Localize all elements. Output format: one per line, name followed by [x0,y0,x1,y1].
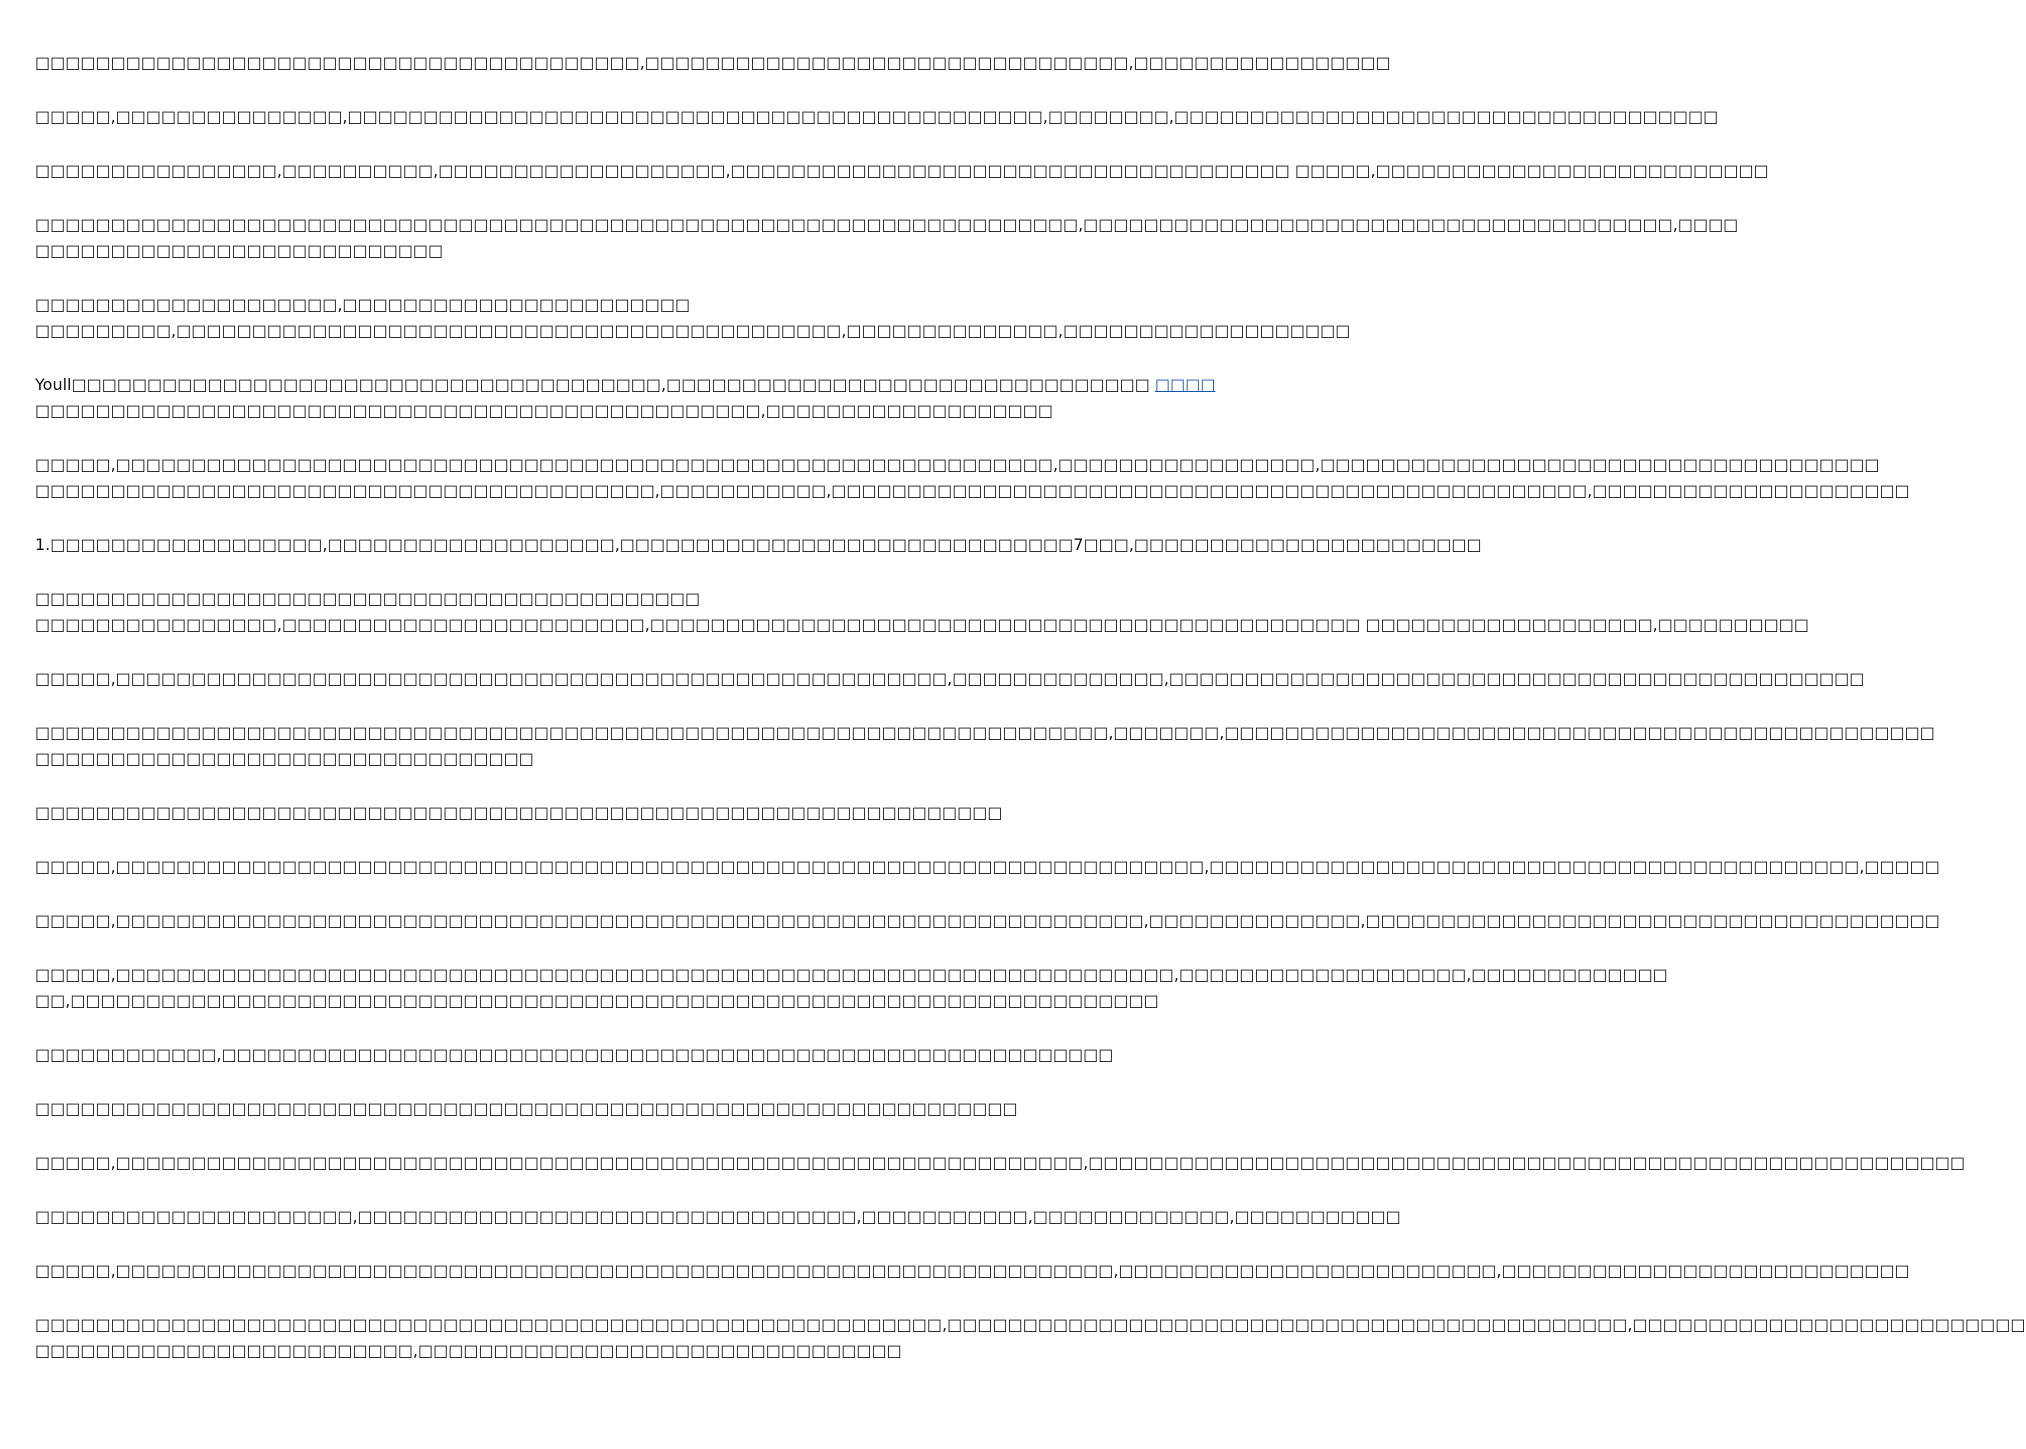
text-segment: □□□□□□□□□□□□□□□□□□□□,□□□□□□□□□□□□□□□□□□□□□□□ [35,295,691,314]
text-segment: Youll□□□□□□□□□□□□□□□□□□□□□□□□□□□□□□□□□□□□□□□,□□□□□□□□□□□□□□□□□□□□□□□□□□□□□□□□ [35,375,1155,394]
text-line [35,666,1865,692]
text-segment: □□□□□□□□□□□□□□□□□□□□□□□□□□□□□□□□□□□□□□□□□□□□□□□□□□□□□□□□□□□□□□□□□□□□□,□□□□□□□□□□□□□□□□□□□□□□□□□□□□□□□□□□□□□□□,□□□□ [35,215,1739,234]
text-segment: □□□□□,□□□□□□□□□□□□□□□□□□□□□□□□□□□□□□□□□□□□□□□□□□□□□□□□□□□□□□□□□□□□□□□□□□,□□□□□□□□□□□□□□□□□□□□□□□□□,□□□□□□□□□□□□□□□□□□□□□□□□□□□ [35,1261,1910,1280]
text-segment: □□□□□□□□□□□□,□□□□□□□□□□□□□□□□□□□□□□□□□□□□□□□□□□□□□□□□□□□□□□□□□□□□□□□□□□□ [35,1045,1114,1064]
paragraph [35,1150,1966,1176]
paragraph [35,104,1719,130]
text-line [35,1338,990,1364]
text-segment: □□□□□,□□□□□□□□□□□□□□□□□□□□□□□□□□□□□□□□□□□□□□□□□□□□□□□□□□□□□□□□□□□□□□□□□□□□□□,□□□□□□□□□□□□□□□□□□□,□□□□□□□□□□□□□ [35,965,1668,984]
text-line [35,1258,1910,1284]
document-body [35,50,2026,1392]
text-segment: □□□□□□□□□□□□□□□□□□□□□□□□□□□□□□□□□□□□□□□□□□□□□□□□,□□□□□□□□□□□□□□□□□□□ [35,401,1053,420]
text-segment: □□□□□□□□□□□□□□□□□□□□□□□□□□□□□□□□□ [35,749,534,768]
text-segment: □□□□□□□□□□□□□□□□□□□□□□□□□□□ [35,241,444,260]
text-line [35,318,1351,344]
text-segment: □□□□□□□□□□□□□□□□□□□□□□□□□,□□□□□□□□□□□□□□□□□□□□□□□□□□□□□□□□ [35,1341,902,1360]
text-line [35,1042,1114,1068]
text-segment: □□□□□□□□□,□□□□□□□□□□□□□□□□□□□□□□□□□□□□□□□□□□□□□□□□□□□□,□□□□□□□□□□□□□□,□□□□□□□□□□□□□□□□□□□ [35,321,1351,340]
paragraph [35,532,1482,558]
paragraph [35,962,1668,1014]
text-line [35,854,1940,880]
text-segment: □□□□□,□□□□□□□□□□□□□□□□□□□□□□□□□□□□□□□□□□□□□□□□□□□□□□□□□□□□□□□□□□□□□□□□□□□□□□□□,□□□□□□□□□□□□□□□□□□□□□□□□□□□□□□□□□□□□□□□□□□□,□□□□□ [35,857,1940,876]
text-line [35,962,1668,988]
paragraph [35,372,1216,424]
paragraph [35,50,1391,76]
text-segment: □□□□□□□□□□□□□□□□□□□□□□□□□□□□□□□□□□□□□□□□□□□□ [35,589,701,608]
text-segment: □□□□□□□□□□□□□□□□□□□□□□□□□□□□□□□□□□□□□□□□□□□□□□□□□□□□□□□□□□□□□□□□ [35,803,1003,822]
paragraph [35,158,1769,184]
paragraph [35,212,1739,264]
inline-link[interactable]: □□□□ [1154,375,1216,394]
text-line [35,238,990,264]
paragraph [35,800,1003,826]
text-line [35,212,1739,238]
text-segment: □□□□□□□□□□□□□□□□□□□□□□□□□□□□□□□□□□□□□□□□□□□□□□□□□□□□□□□□□□□□□□□□□□□□□□□,□□□□□□□,□□□□□□□□□□□□□□□□□□□□□□□□□□□□□□□□□□□□□□□□□□□□□□□ [35,723,1935,742]
text-line [35,746,990,772]
text-line [35,800,1003,826]
text-line [35,988,1159,1014]
paragraph [35,854,1940,880]
paragraph [35,292,1351,344]
text-line [35,1096,1018,1122]
paragraph [35,1204,1401,1230]
text-segment: □□□□□□□□□□□□□□□□□□□□□□□□□□□□□□□□□□□□□□□□□□□□□□□□□□□□□□□□□□□□,□□□□□□□□□□□□□□□□□□□□□□□□□□□□□□□□□□□□□□□□□□□□□,□□□□□□□□□□□□□□□□□□□□□□□□□□ [35,1315,2026,1334]
text-line [35,104,1719,130]
text-line [35,478,1910,504]
text-segment: □□□□□,□□□□□□□□□□□□□□□□□□□□□□□□□□□□□□□□□□□□□□□□□□□□□□□□□□□□□□□,□□□□□□□□□□□□□□,□□□□□□□□□□□□□□□□□□□□□□□□□□□□□□□□□□□□□□□□□□□□□□ [35,669,1865,688]
text-line [35,720,1935,746]
text-segment: □□□□□,□□□□□□□□□□□□□□□,□□□□□□□□□□□□□□□□□□□□□□□□□□□□□□□□□□□□□□□□□□□□□□,□□□□□□□□,□□□□□□□□□□□□□□□□□□□□□□□□□□□□□□□□□□□□ [35,107,1719,126]
text-line [35,1204,1401,1230]
text-line [35,372,1216,398]
text-line [35,158,1769,184]
paragraph [35,666,1865,692]
paragraph [35,908,1940,934]
text-line [35,1150,1966,1176]
text-segment: □□□□□□□□□□□□□□□□□□□□□□□□□□□□□□□□□□□□□□□□,□□□□□□□□□□□□□□□□□□□□□□□□□□□□□□□□,□□□□□□□□□□□□□□□□□ [35,53,1391,72]
paragraph [35,452,1910,504]
paragraph [35,720,1935,772]
text-segment: □□□□□□□□□□□□□□□□□□□□□□□□□□□□□□□□□□□□□□□□□□□□□□□□□□□□□□□□□□□□□□□□□ [35,1099,1018,1118]
text-line [35,1312,2026,1338]
text-line [35,586,990,612]
text-segment: □□□□□□□□□□□□□□□□,□□□□□□□□□□,□□□□□□□□□□□□□□□□□□□,□□□□□□□□□□□□□□□□□□□□□□□□□□□□□□□□□□□□□ □□□□□,□□□□□□□□□□□□□□□□□□□□□□□□□□ [35,161,1769,180]
text-line [35,292,990,318]
text-line [35,908,1940,934]
text-line [35,532,1482,558]
text-segment: □□□□□□□□□□□□□□□□,□□□□□□□□□□□□□□□□□□□□□□□□,□□□□□□□□□□□□□□□□□□□□□□□□□□□□□□□□□□□□□□□□□□□□□□□ □□□□□□□□□□□□□□□□□□□,□□□□□□□□□□ [35,615,1809,634]
text-segment: □□□□□,□□□□□□□□□□□□□□□□□□□□□□□□□□□□□□□□□□□□□□□□□□□□□□□□□□□□□□□□□□□□□□□□,□□□□□□□□□□□□□□□□□□□□□□□□□□□□□□□□□□□□□□□□□□□□□□□□□□□□□□□□□□ [35,1153,1966,1172]
text-segment: □□□□□,□□□□□□□□□□□□□□□□□□□□□□□□□□□□□□□□□□□□□□□□□□□□□□□□□□□□□□□□□□□□□□,□□□□□□□□□□□□□□□□□,□□□□□□□□□□□□□□□□□□□□□□□□□□□□□□□□□□□□□ [35,455,1880,474]
text-segment: □□□□□,□□□□□□□□□□□□□□□□□□□□□□□□□□□□□□□□□□□□□□□□□□□□□□□□□□□□□□□□□□□□□□□□□□□□,□□□□□□□□□□□□□□,□□□□□□□□□□□□□□□□□□□□□□□□□□□□□□□□□□□□□□ [35,911,1940,930]
text-segment: □□□□□□□□□□□□□□□□□□□□□□□□□□□□□□□□□□□□□□□□□,□□□□□□□□□□□,□□□□□□□□□□□□□□□□□□□□□□□□□□□□□□□□□□□□□□□□□□□□□□□□□□,□□□□□□□□□□□□□□□□□□□□□ [35,481,1910,500]
text-line [35,612,1809,638]
text-line [35,452,1880,478]
text-line [35,398,1053,424]
text-line [35,50,1391,76]
paragraph [35,586,1809,638]
paragraph [35,1042,1114,1068]
text-segment: □□□□□□□□□□□□□□□□□□□□□,□□□□□□□□□□□□□□□□□□□□□□□□□□□□□□□□□,□□□□□□□□□□□,□□□□□□□□□□□□□,□□□□□□□□□□□ [35,1207,1401,1226]
paragraph [35,1096,1018,1122]
text-segment: 1.□□□□□□□□□□□□□□□□□□,□□□□□□□□□□□□□□□□□□□,□□□□□□□□□□□□□□□□□□□□□□□□□□□□□□7□□□,□□□□□□□□□□□□□□□□□□□□□□□ [35,535,1482,554]
text-segment: □□,□□□□□□□□□□□□□□□□□□□□□□□□□□□□□□□□□□□□□□□□□□□□□□□□□□□□□□□□□□□□□□□□□□□□□□□□ [35,991,1159,1010]
paragraph [35,1258,1910,1284]
paragraph [35,1312,2026,1364]
